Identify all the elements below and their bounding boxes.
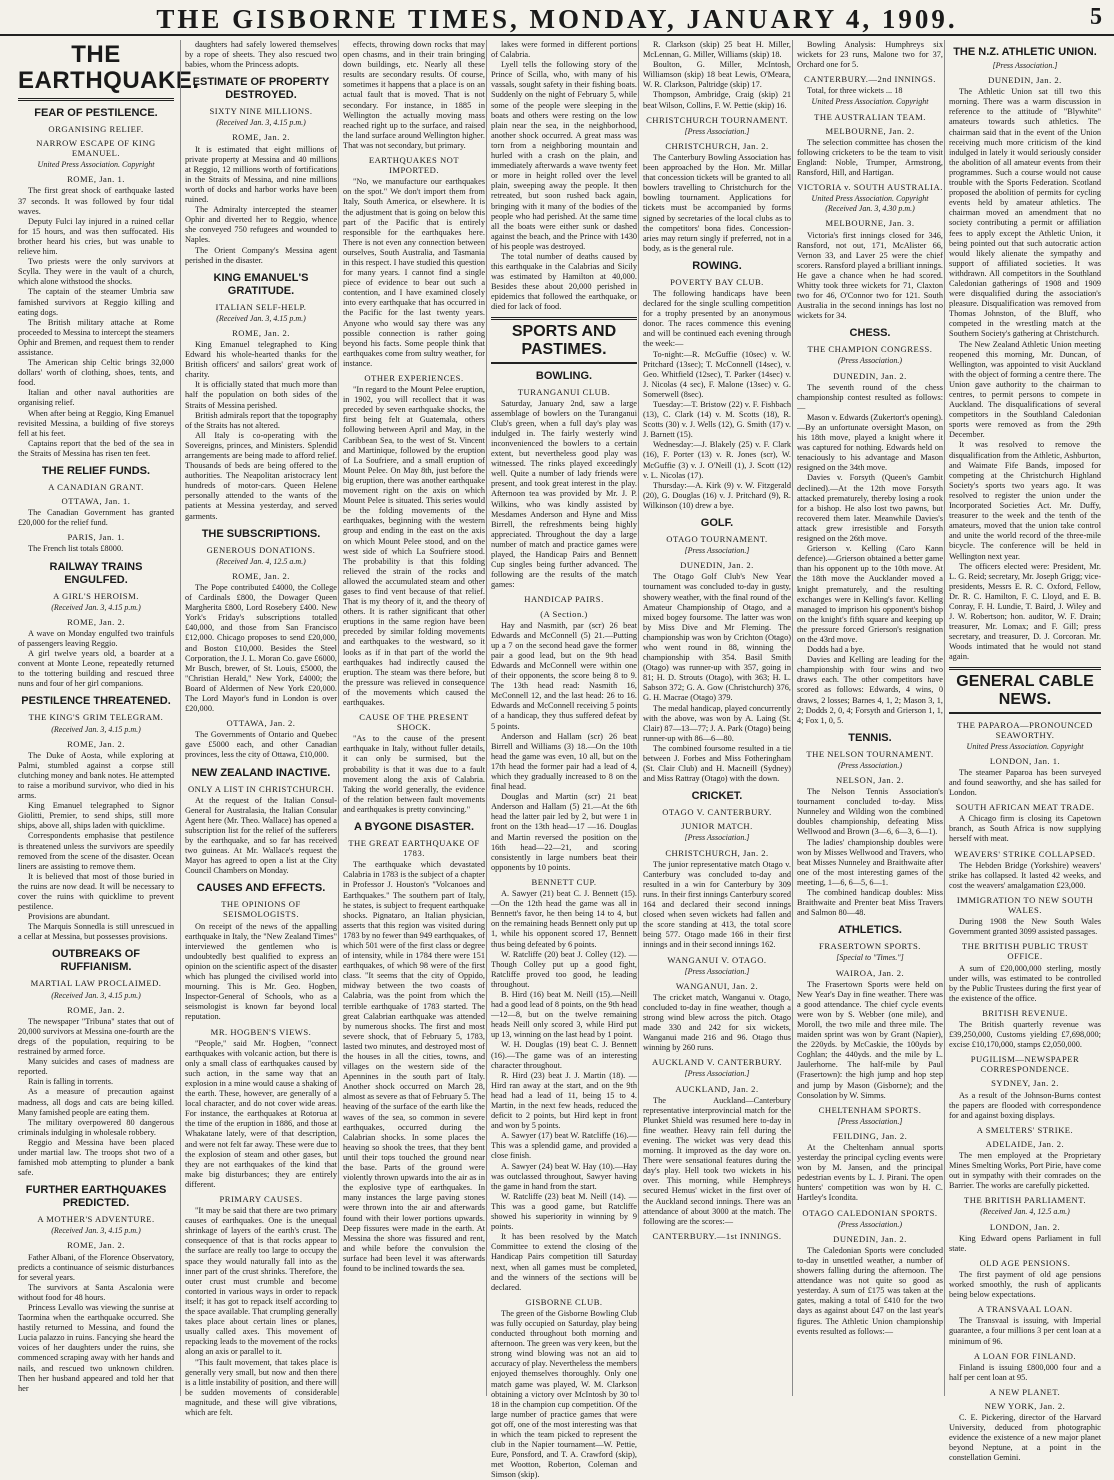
- subheading: ROME, Jan. 2.: [67, 1004, 125, 1015]
- article-headline: PESTILENCE THREATENED.: [21, 695, 171, 708]
- paragraph: Saturday, January 2nd, saw a large assemblage of bowlers on the Turanganui Club's green, when a full day's play was indulged in. The fairly westerly wind inconvenienced the bowlers to a certain extent, but nevertheless good play was witnessed. The rinks played exceedingly well. Quite a number of lady friends were present, and took great interest in the play. Afternoon tea was provided by Mr. J. P. Wilkins, who was kindly assisted by Mesdames Anderson and Hyne and Miss Birrell, the refreshments being highly appreciated. Throughout the day a large number of match and practice games were played, the Handicap Pairs and Bennett Cup singles being further advanced. The following are the results of the match games:: [491, 398, 637, 590]
- paragraph: Boulton, G. Miller, McIntosh, Williamson (skip) 18 beat Lewis, O'Meara, W. R. Clarkson, Paltridge (skip) 17.: [643, 60, 791, 90]
- paragraph: It is believed that most of those buried in the ruins are now dead. It will be necessary to cover the ruins with quicklime to prevent pestilence.: [18, 871, 174, 912]
- column-6: [792, 40, 943, 1396]
- paragraph: The medal handicap, played concurrently with the above, was won by A. Laing (St. Clair) 87—13—77; J. A. Park (Otago) being runner-up with 86—6—80.: [643, 703, 791, 743]
- paragraph: Deputy Fulci lay injured in a ruined cellar for 15 hours, and was then suffocated. His brother heard his cries, but was unable to relieve him.: [18, 216, 174, 257]
- subheading: PRIMARY CAUSES.: [219, 1194, 303, 1204]
- column-2: [180, 40, 337, 1417]
- subheading: A CANADIAN GRANT.: [48, 482, 144, 492]
- paragraph: Father Albani, of the Florence Observatory, predicts a continuance of seismic disturbances for several years.: [18, 1252, 174, 1282]
- paragraph: The British military attache at Rome proceeded to Messina to intercept the steamers Ophir and Bremen, and request them to render assistance.: [18, 317, 174, 357]
- subheading: ROME, Jan. 2.: [232, 570, 290, 581]
- paragraph: The New Zealand Athletic Union meeting reopened this morning, Mr. Duncan, of Wellington, was appointed to visit Auckland with the object of forming a centre there. The Union gave authority to the chairman to centres, to permit persons to compete in Auckland. The disqualifications of several competitors in the Southland Caledonian sports were removed as from the 29th December.: [949, 339, 1101, 440]
- subheading: THE KING'S GRIM TELEGRAM.: [28, 712, 164, 723]
- paragraph: At the request of the Italian Consul-General for Australasia, the Italian Consular Agent here (Mr. Theo. Wallace) has opened a subscription list for the relief of the sufferers by the earthquake, and so far has received two guineas. At Mr. Wallace's request the Mayor has agreed to open a list at the City Council Chambers on Monday.: [185, 795, 337, 876]
- paragraph: Davies and Kelling are leading for the championship with four wins and two draws each. The other competitors have scored as follows: Edwards, 4 wins, 0 draws, 2 losses; Barnes 4, 1, 2; Mason 3, 1, 2; Dodds 2, 0, 4; Forsyth and Grierson 1, 1, 4; Fox 1, 0, 5.: [797, 655, 943, 725]
- subheading: SYDNEY, Jan. 2.: [991, 1078, 1059, 1089]
- paragraph: Italian and other naval authorities are organising relief.: [18, 388, 174, 408]
- paragraph: The Auckland—Canterbury representative interprovincial match for the Plunket Shield was resumed here to-day in fine weather. Heavy rain fell during the evening. The wicket was very dead this morning. It improved as the day wore on. There were sensational features during the day's play. Hell took two wickets in his over. This morning, while Hemphreys secured Hemus' wicket in the first over of the Auckland second innings. There was an attendance of about 3000 at the match. The following are the scores:—: [643, 1095, 791, 1226]
- paragraph: Rain is falling in torrents.: [28, 1077, 114, 1087]
- paragraph: The British quarterly revenue was £39,250,000, Customs yielding £7,698,000; excise £10,170,000, stamps £2,050,000.: [949, 1019, 1101, 1050]
- paragraph: C. E. Pickering, director of the Harvard University, deduced from photographic evidence the existence of a new major planet beyond Neptune, at a point in the constellation Gemini.: [949, 1413, 1101, 1463]
- paragraph: A wave on Monday engulfed two trainfuls of passengers leaving Reggio.: [18, 628, 174, 648]
- paragraph: effects, throwing down rocks that may open chasms, and in their train bringing down buildings, etc. Nearly all these results are secondary results. Of course, sometimes it happens that a place is on an actual fault that is moved. That is not secondary. For instance, in 1885 in Wellington the actually moving mass reached right up to the surface, and raised the land surface around Wellington higher. That was not secondary, but primary.: [343, 40, 485, 150]
- paragraph: The earthquake which devastated Calabria in 1783 is the subject of a chapter in Professor J. Houston's "Volcanoes and Earthquakes." The southern part of Italy, he states, is subject to frequent earthquake shocks. Pignataro, an Italian physician, asserts that this region was visited during 1783 by no fewer than 949 earthquakes, of which 501 were of the first class or degree of intensity, while in 1784 there were 151 earthquakes, of which 98 were of the first class. "It seems that the city of Oppido, midway between the two coasts of Calabria, was the point from which the terrible earthquake of 1783 started. The great Calabrian earthquake was attended by numerous shocks. The first and most severe shock, that of February 5, 1783, lasted two minutes, and destroyed most of the houses in all the cities, towns, and villages on the western side of the Apennines in the south part of Italy. Another shock occurred on March 28, almost as severe as that of February 5. The heaving of the surface of the earth like the waves of the sea, so common in severe earthquakes, occurred during the Calabrian shocks. In some places the heaving so shook the trees, that they bent until their tops touched the ground near the base. Parts of the ground were violently thrown upwards into the air as in the explosive type of earthquakes. In many instances the large paving stones were thrown into the air and afterwards found with their lower portions upwards. Deep fissures were made in the earth. At Messina the shore was fissured and rent, and while before the convulsion the surface had been level it was afterwards found to be inclined towards the sea.: [343, 860, 486, 1273]
- paragraph: Dodds had a bye.: [807, 645, 865, 655]
- subheading: CHRISTCHURCH TOURNAMENT.: [646, 114, 788, 125]
- paragraph: It is estimated that eight millions of private property at Messina and 40 millions at Reggio, 12 millions worth of fortifications in the Straits of Messina, and nine millions worth of docks and harbor works have been ruined.: [185, 144, 337, 205]
- paragraph: To-night:—R. McGuffie (10sec) v. W. Pritchard (13sec); T. McConnell (14sec), v. Geo. Whitfield (12sec), T. Parker (14sec) v. J. Nicolas (4 sec), F. Malone (13sec) v. G. Somerwell (8sec).: [643, 349, 791, 399]
- subheading: POVERTY BAY CLUB.: [670, 276, 764, 287]
- subheading: WEAVERS' STRIKE COLLAPSED.: [954, 848, 1096, 859]
- article-headline: THE N.Z. ATHLETIC UNION.: [953, 46, 1097, 58]
- article-headline: KING EMANUEL'S GRATITUDE.: [213, 271, 309, 297]
- subheading: CHRISTCHURCH, Jan. 2.: [665, 140, 769, 151]
- paragraph: It has been resolved by the Match Committee to extend the closing of the Handicap Pairs competition till Saturday next, when all games must be completed, and the winners of the sections will be declared.: [491, 1232, 637, 1292]
- paragraph: "No, we manufacture our earthquakes on the spot." We don't import them from Italy, South America, or elsewhere. It is the adjustment that is going on below this part of the Pacific that is entirely responsible for the earthquakes here. There is not even any connection between ourselves, South Australia, and Tasmania in this respect. I have studied this question for many years. I cannot find a single piece of evidence to bear out such a contention, and I have examined closely into every earthquake that has occurred in the Pacific for the last twenty years. Anyone who would say there was any possible connection is rather going beyond his facts. Some people think that earthquakes come from sultry weather, for instance.: [343, 177, 485, 368]
- paragraph: The selection committee has chosen the following cricketers to be the team to visit England: Noble, Trumper, Armstrong, Ransford, Hill, and Hartigan.: [797, 137, 943, 178]
- paragraph: The combined foursome resulted in a tie between J. Forbes and Miss Fotheringham (St. Clair Club) and H. Macneill (Sydney) and Miss Rattray (Otago) with the down.: [643, 743, 791, 784]
- subheading: THE PAPAROA—PRONOUNCED SEAWORTHY.: [957, 719, 1093, 740]
- paragraph: W. Ratcliffe (20) beat J. Colley (12). —Though Colley put up a good fight, Ratcliffe proved too good, he leading throughout.: [491, 949, 637, 989]
- subheading: ROME, Jan. 2.: [232, 327, 290, 338]
- subheading: A LOAN FOR FINLAND.: [973, 1350, 1077, 1361]
- paragraph: The first payment of old age pensions worked smoothly, the rush of applicants being below expectations.: [949, 1269, 1101, 1300]
- press-credit: [Press Association.]: [992, 61, 1058, 70]
- press-credit: (Received Jan. 3, 4.15 p.m.): [51, 990, 141, 1000]
- subheading: GISBORNE CLUB.: [525, 1296, 603, 1307]
- subheading: OTHER EXPERIENCES.: [364, 373, 464, 383]
- paragraph: Two priests were the only survivors at Scylla. They were in the vault of a church, which alone withstood the shocks.: [18, 257, 174, 287]
- paragraph: It was resolved to remove the disqualification from the Athletic, Ashburton, and Waimate Fife Bands, imposed for competing at the Christchurch Highland Society's sports two years ago. It was resolved to register the union under the Incorporated Societies Act. Mr. Duffy, treasurer to the week and the tenth of the amateurs, moved that the union take control and unite the world record of the three-mile bicycle. The conference will be held in Wellington next year.: [949, 440, 1101, 561]
- subheading: ROME, Jan. 2.: [67, 1240, 125, 1251]
- subheading: VICTORIA v. SOUTH AUSTRALIA.: [797, 182, 943, 193]
- paragraph: A sum of £20,000,000 sterling, mostly under wills, was estimated to be controlled by the Public Trustees during the first year of the existence of the office.: [949, 963, 1101, 1003]
- paragraph: Bowling Analysis: Humphreys six wickets for 23 runs, Malone two for 37, Orchard one for 5.: [797, 40, 943, 70]
- subheading: A TRANSVAAL LOAN.: [977, 1304, 1073, 1315]
- subheading: WANGANUI V. OTAGO.: [667, 954, 767, 965]
- article-headline: RAILWAY TRAINS ENGULFED.: [49, 560, 143, 586]
- paragraph: British admirals report that the topography of the Straits has not altered.: [185, 410, 337, 430]
- paragraph: lakes were formed in different portions of Calabria.: [491, 40, 637, 60]
- paragraph: B. Hird (16) beat M. Neill (15).—Neill had a good lead of 8 points, on the 9th head—12—8, but on the twelve remaining heads Neill only scored 3, while Hird put up 13, winning on the last head by 1 point.: [491, 989, 637, 1040]
- article-headline: THE RELIEF FUNDS.: [41, 465, 151, 477]
- paragraph: The Duke of Aosta, while exploring at Palmi, stumbled against a corpse still clutching money and bank notes. He attempted to raise a moribund survivor, who died in his arms.: [18, 750, 174, 801]
- press-credit: (Received Jan. 3, 4.15 p.m.): [51, 724, 141, 734]
- press-credit: [Press Association.]: [684, 546, 750, 556]
- subheading: THE BRITISH PARLIAMENT.: [963, 1195, 1087, 1206]
- article-headline: FEAR OF PESTILENCE.: [34, 107, 158, 119]
- paragraph: W. H. Douglas (19) beat C. J. Bennett (16).—The game was of an interesting character throughout.: [491, 1040, 637, 1070]
- paragraph: During 1908 the New South Wales Government granted 3099 assisted passages.: [949, 917, 1101, 937]
- article-headline: CAUSES AND EFFECTS.: [196, 882, 326, 895]
- paragraph: "People," said Mr. Hogben, "connect earthquakes with volcanic action, but there is only a small class of earthquakes caused by such action, in the same way that an explosion in a mine would cause a shaking of the earth. These, however, are generally of a local character, and do not cover wide areas. For instance, the earthquakes at Rotorua at the time of the eruption in 1886, and those at Whakatane lately, were of that description, and were not felt far away. These were due to the explosion of steam and other gases, but they are not earthquakes of the kind that make big disturbances; they are entirely different.: [185, 1038, 337, 1189]
- press-credit: (Press Association.): [838, 1219, 902, 1229]
- subheading: DUNEDIN, Jan. 2.: [833, 370, 907, 381]
- paragraph: Finland is issuing £800,000 four and a half per cent loan at 95.: [949, 1362, 1101, 1382]
- paragraph: The officers elected were: President, Mr. L. G. Reid; secretary, Mr. Joseph Grigg; vice-presidents, Messrs E. R. C. Oxford, Fellow, Dr. R. C. Hamilton, F. C. Lloyd, and E. B. Conray, F. H. Lundie, T. Baird, J. Wiley and J. W. Robertson; hon. auditor, W. F. Drain; treasurer, Mr. Lomax; and F. Gill; press secretary, and treasurer, D. J. Corcoran. Mr. Woods intimated that he would not stand again.: [949, 561, 1101, 662]
- paragraph: The Caledonian Sports were concluded to-day in unsettled weather, a number of showers falling during the afternoon. The attendance was not quite so good as yesterday. A sum of £175 was taken at the gates, making a total of £410 for the two days as against about £47 on the last year's figures. The Athletic Union championship events resulted as follows:—: [797, 1245, 943, 1336]
- paragraph: A. Sawyer (21) beat C. J. Bennett (15).—On the 12th head the game was all in Bennett's favor, he then being 14 to 4, but on the remaining heads Bennett only put up 1, while his opponent scored 17, Bennett thus being defeated by 6 points.: [491, 889, 637, 949]
- paragraph: "This fault movement, that takes place is generally very small, but now and then there is a little instability of position, and there will be sudden movements of considerable magnitude, and these will give vibrations, which are felt.: [185, 1357, 337, 1417]
- paragraph: The captain of the steamer Umbria saw famished survivors at Reggio killing and eating dogs.: [18, 287, 174, 317]
- subheading: WAIROA, Jan. 2.: [835, 967, 905, 978]
- subheading: ORGANISING RELIEF.: [48, 124, 144, 134]
- paragraph: The Pope contributed £4000, the College of Cardinals £800, the Dowager Queen Margherita £800, Lord Rosebery £400. New York's Friday's subscriptions totalled £40,000, and those from San Francisco £12,000. Chicago proposes to send £20,000, and Boston £10,000. Besides the Steel Corporation, the J. L. Moran Co. gave £6000, Mr Busch, brewer, of St. Louis, £5000, the "Christian Herald," New York, £4000; the Board of Aldermen of New York £20,000. The Lord Mayor's fund in London is over £20,000.: [185, 582, 337, 714]
- press-credit: (Press Association.): [838, 356, 902, 366]
- subheading: OTAGO TOURNAMENT.: [666, 534, 768, 545]
- main-headline: THE EARTHQUAKE.: [18, 42, 174, 101]
- subheading: (A Section.): [540, 608, 588, 619]
- paragraph: The first great shock of earthquake lasted 37 seconds. It was followed by four tidal waves.: [18, 186, 174, 216]
- article-headline: THE SUBSCRIPTIONS.: [201, 527, 321, 540]
- paragraph: Thompson, Ambridge, Craig (skip) 21 beat Wilson, Collins, F. W. Pettie (skip) 16.: [643, 90, 791, 110]
- subheading: DUNEDIN, Jan. 2.: [988, 75, 1062, 86]
- press-credit: [Press Association.]: [684, 1069, 750, 1079]
- press-credit: United Press Association. Copyright (Received Jan. 3, 4.30 p.m.): [811, 194, 929, 214]
- subheading: BRITISH REVENUE.: [982, 1007, 1068, 1018]
- paragraph: The cricket match, Wanganui v. Otago, concluded to-day in fine weather, though a strong wind blew across the pitch. Otago made 330 and 242 for six wickets, Wanganui made 216 and 96. Otago thus winning by 260 runs.: [643, 992, 791, 1053]
- paragraph: All Italy is co-operating with the Sovereigns, princes, and Ministers. Splendid arrangements are being made to afford relief. Thousands of beds are being offered to the authorities. The Neapolitan aristocracy lent hundreds of motor-cars. Queen Helene personally attended to the wants of the patients at Messina yesterday, and served garments.: [185, 430, 337, 521]
- paragraph: The newspaper "Tribuna" states that out of 20,000 survivors at Messina one-fourth are the dregs of the population, requiring to be restrained by armed force.: [18, 1016, 174, 1057]
- paragraph: The Admiralty intercepted the steamer Ophir and diverted her to Reggio, whence she conveyed 750 refugees and wounded to Naples.: [185, 205, 337, 245]
- article-headline: CRICKET.: [691, 790, 743, 803]
- press-credit: United Press Association. Copyright: [811, 97, 929, 107]
- article-headline: FURTHER EARTHQUAKES PREDICTED.: [25, 1184, 167, 1210]
- paragraph: The survivors at Santa Ascalonia were without food for 48 hours.: [18, 1282, 174, 1302]
- paragraph: "In regard to the Mount Pelee eruption, in 1902, you will recollect that it was preceded by seven earthquake shocks, the first being felt at Guatemala, others following between April and May, in the Caribbean Sea, to the west of St. Vincent and Martinique, followed by the eruption of La Soufriere, and a small eruption of Mount Pelee. On May 8th, just before the big eruption, there was another earthquake movement right on the axis on which Mount Pelee is situated. This series would be the folding movements of the earthquakes, beginning with the western group and ending in the east on the axis on which Mount Pelee stood, and on the west side of which La Soufriere stood. The probability is that this folding relieved the strain of the rocks and allowed the accumulated steam and other gases to find vent because of that relief. That is my theory of it, and the theory of others. It is rather significant that other eruptions in the same region have been preceded by similar folding movements and earthquakes to the westward, so it looks as if in that part of the world the earthquakes had indirectly caused the eruption. The steam was there before, but the pressure was relieved in consequence of the movements which caused the earthquakes.: [343, 385, 485, 707]
- paragraph: The Nelson Tennis Association's tournament concluded to-day. Miss Nunneley and Wilding won the combined doubles championship, defeating Miss Wellwood and Brown (3—6, 6—3, 6—1).: [797, 787, 943, 837]
- paragraph: The Frasertown Sports were held on New Year's Day in fine weather. There was a good attendance. The chief cycle events were won by S. Webber (one mile), and Moroll, the two mile and three mile. The maiden sprint was won by Grant (Napier), the 220yds. by McCaskie, the 100yds by Coghlan; the 440yds. and the mile by L. Jaulerhorne. The half-mile by Paul (Frasertown): the high jump and hop step and jump by Mason (Gisborne); and the Consolation by W. Simms.: [797, 979, 943, 1100]
- paragraph: As a measure of precaution against madness, all dogs and cats are being killed. Many famished people are eating them.: [18, 1087, 174, 1117]
- paragraph: Mason v. Edwards (Zukertort's opening).—By an unfortunate oversight Mason, on his 18th move, played a knight where it was captured for nothing. Edwards held on tenaciously to his advantage and Mason resigned on the 34th move.: [797, 412, 943, 473]
- paragraph: King Edward opens Parliament in full state.: [949, 1233, 1101, 1253]
- subheading: A NEW PLANET.: [989, 1386, 1061, 1397]
- paragraph: W. Ratcliffe (23) beat M. Neill (14). —This was a good game, but Ratcliffe showed his superiority in winning by 9 points.: [491, 1191, 637, 1232]
- paragraph: Davies v. Forsyth (Queen's Gambit declined).—At the 12th move Forsyth attacked prematurely, thereby losing a rook for a bishop. He also lost two pawns, but recovered them later. Meanwhile Davies's attack grew irresistible and Forsyth resigned on the 26th move.: [797, 473, 943, 544]
- paragraph: The American ship Celtic brings 32,000 dollars' worth of clothing, shoes, tents, and food.: [18, 358, 174, 388]
- paragraph: Victoria's first innings closed for 346, Ransford, not out, 171, McAlister 66, Vernon 33, and Laver 25 were the chief scorers. Ransford played a brilliant innings. He gave a chance when he had scored. Whitty took three wickets for 71, Claxton two for 46, O'Connor two for 121. South Australia in the second innings has lost no wickets for 34.: [797, 230, 943, 321]
- subheading: A MOTHER'S ADVENTURE.: [37, 1214, 155, 1225]
- subheading: A SMELTERS' STRIKE.: [976, 1124, 1074, 1135]
- paragraph: On receipt of the news of the appalling earthquake in Italy, the "New Zealand Times" interviewed the gentlemen who is undoubtedly best qualified to express an opinion on the scientific aspect of the disaster which has plunged the civilised world into mourning. This is Mr. Geo. Hogben, Inspector-General of Schools, who as a seismologist is known far beyond local reputation.: [185, 921, 337, 1022]
- paragraph: King Emanuel telegraphed to King Edward his whole-hearted thanks for the British officers' and sailors' great work of charity.: [185, 339, 337, 380]
- paragraph: The ladies' championship doubles were won by Misses Wellwood and Travers, who beat Misses Nunneley and Braithwaite after one of the most interesting games of the meeting, 1—6, 6—5, 6—1.: [797, 837, 943, 887]
- paragraph: At the Cheltenham annual sports yesterday the principal cycling events were won by M. Jansen, and the principal pedestrian events by L. J. Pirani. The open hunters' competition was won by H. C. Hartley's Icondita.: [797, 1143, 943, 1203]
- paragraph: Correspondents emphasise that pestilence is threatened unless the survivors are speedily removed from the scene of the disaster. Ocean liners are assisting to remove them.: [18, 831, 174, 871]
- paragraph: The men employed at the Proprietary Mines Smelting Works, Port Pirie, have come out in sympathy with their comrades on the Barrier. The works are carefully picketted.: [949, 1151, 1101, 1191]
- article-headline: CHESS.: [849, 327, 891, 340]
- paragraph: Lyell tells the following story of the Prince of Scilla, who, with many of his vassals, sought safety in their fishing boats. Suddenly on the night of February 5, while some of the people were sleeping in the boats and others were resting on the low plain near the sea, in the neighborhood, another shock occurred. A great mass was torn from a neighboring mountain and hurled with a crash on the plain, and immediately afterwards a wave twenty feet or more in height rolled over the level plain, sweeping away the people. It then retreated, but soon rushed back again, bringing with it many of the bodies of the people who had perished. At the same time all the boats were either sunk or dashed against the beach, and the Prince with 1430 of his people was destroyed.: [491, 60, 637, 251]
- paragraph: The Athletic Union sat till two this morning. There was a warm discussion in reference to the attitude of "Blywhite" amateurs towards such athletics. The chairman said that in the event of the Union receiving much more criticism of the kind indulged in lately it would seriously consider the abolition of all amateur events from their programmes. Such a course would not cause trouble with the Sports Federation. Scotland proposed the abolition of permits for cycling events held by amateur athletics. The chairman moved an amendment that no society contributing a permit or affiliation fees to apply except the Athletic Union, it being pointed out that such autocratic action would likely alienate the sympathy and support of affiliated societies. It was withdrawn. All competitors in the Southland Caledonian gatherings of 1908 and 1909 were disqualified during the association's pleasure. Disqualification was removed from Thomas Johnston, of the Bluff, who competed in the wrestling match at the Southern Society's gathering at Christchurch.: [949, 87, 1101, 339]
- subheading: LONDON, Jan. 2.: [989, 1221, 1061, 1232]
- subheading: ROME, Jan. 2.: [67, 738, 125, 749]
- subheading: MELBOURNE, Jan. 3.: [825, 218, 915, 229]
- subheading: THE AUSTRALIAN TEAM.: [814, 111, 926, 122]
- press-credit: [Press Association.]: [837, 1116, 903, 1126]
- subheading: NEW YORK, Jan. 2.: [984, 1400, 1066, 1411]
- subheading: ROME, Jan. 2.: [67, 616, 125, 627]
- subheading: SOUTH AFRICAN MEAT TRADE.: [955, 802, 1095, 813]
- paragraph: The total number of deaths caused by this earthquake in the Calabrias and Sicily was estimated by Hamilton at 40,000. Besides these about 20,000 perished in epidemics that followed the earthquake, or died for lack of food.: [491, 251, 637, 312]
- page-number: 5: [1090, 4, 1102, 30]
- subheading: HANDICAP PAIRS.: [524, 594, 604, 605]
- subheading: ROME, Jan. 1.: [67, 174, 125, 185]
- paragraph: R. Hird (23) beat J. J. Martin (18). —Hird ran away at the start, and on the 9th head had a lead of 11, being 15 to 4. Martin, in the next few heads, reduced the deficit to 2 points, but Hird kept in front and won by 5 points.: [491, 1070, 637, 1131]
- paragraph: Princess Levallo was viewing the sunrise at Taormina when the earthquake occurred. She hastily returned to Messina, and found the Lucia palazzo in ruins. Fancying she heard the voices of her daughters under the ruins, she commenced scraping away with her hands and nails, and rescued two unknown children. Then her husband appeared and told her that her: [18, 1303, 174, 1393]
- press-credit: (Received Jan. 3, 4.15 p.m.): [51, 602, 141, 612]
- column-5: [638, 40, 791, 1396]
- paragraph: Reggio and Messina have been placed under martial law. The troops shot two of a famished mob attempting to plunder a bank safe.: [18, 1137, 174, 1178]
- subheading: DUNEDIN, Jan. 2.: [680, 560, 754, 571]
- subheading: AUCKLAND V. CANTERBURY.: [652, 1057, 782, 1068]
- paragraph: The military overpowered 80 dangerous criminals indulging in wholesale robbery.: [18, 1117, 174, 1137]
- paragraph: Anderson and Hallam (scr) 26 beat Birrell and Williams (3) 18.—On the 10th head the game was even, 10 all, but on the 17th head the former pair had a lead of 4, which they gradually increased to 8 on the final head.: [491, 731, 637, 792]
- paragraph: A girl twelve years old, a boarder at a convent at Monte Leone, repeatedly returned to the tottering building and rescued three nuns and four of her girl companions.: [18, 649, 174, 689]
- article-headline: GOLF.: [700, 517, 734, 530]
- paragraph: The Transvaal is issuing, with Imperial guarantee, a four millions 3 per cent loan at a minimum of 96.: [949, 1316, 1101, 1346]
- subheading: CAUSE OF THE PRESENT SHOCK.: [359, 712, 469, 733]
- subheading: OTTAWA, Jan. 1.: [61, 496, 131, 507]
- subheading: ONLY A LIST IN CHRISTCHURCH.: [187, 783, 335, 794]
- press-credit: [Special to "Times."]: [836, 953, 904, 963]
- paragraph: The Governments of Ontario and Quebec gave £5000 each, and other Canadian provinces, less the city of Ottawa, £10,000.: [185, 730, 337, 760]
- paragraph: The seventh round of the chess championship contest resulted as follows:—: [797, 382, 943, 412]
- paragraph: Grierson v. Kelling (Caro Kann defence).—Grierson obtained a better game than his opponent up to the 10th move. At the 18th move the Aucklander moved a knight prematurely, and the resulting exchanges were in Kelling's favor. Kelling managed to imprison his opponent's bishop on the knight's fifth square and keeping up the pressure forced Grierson's resignation on the 43rd move.: [797, 544, 943, 644]
- article-headline: NEW ZEALAND INACTIVE.: [191, 766, 331, 779]
- subheading: FEILDING, Jan. 2.: [832, 1130, 908, 1141]
- paragraph: When after being at Reggio, King Emanuel revisited Messina, a building of five storeys fell at his feet.: [18, 408, 174, 438]
- subheading: THE OPINIONS OF SEISMOLOGISTS.: [221, 899, 301, 920]
- paragraph: The Orient Company's Messina agent perished in the disaster.: [185, 245, 337, 265]
- subheading: NARROW ESCAPE OF KING EMANUEL.: [36, 138, 156, 159]
- paragraph: "As to the cause of the present earthquake in Italy, without fuller details, it can only be surmised, but the probability is that it was due to a fault movement along the axis of Calabria. Taking the world generally, the evidence of the relation between fault movements and earthquakes is pretty convincing.": [343, 734, 485, 814]
- article-headline: A BYGONE DISASTER.: [354, 821, 474, 834]
- subheading: PARIS, Jan. 1.: [67, 532, 125, 543]
- article-headline: BOWLING.: [535, 369, 593, 382]
- column-1: [18, 40, 200, 1396]
- paragraph: The Otago Golf Club's New Year tournament was concluded to-day in gusty, showery weather, with the final round of the Amateur Championship of Otago, and a mixed bogey foursome. The latter was won by Miss Dive and Mr Fleming. The championship was won by Crichton (Otago) who went round in 88, winning the championship with 354. Basil Smith (Otago) was runner-up with 357, going in 81; H. D. Strouts (Otago), with 363; H. L. Sabson 372; G. A. Gow (Christchurch) 376, G. H. Macrae (Otago) 379.: [643, 572, 791, 703]
- paragraph: daughters had safely lowered themselves by a rope of sheets. They also rescued two babies, whom the Princess adopts.: [185, 40, 337, 70]
- paragraph: Provisions are abundant.: [28, 912, 110, 922]
- press-credit: (Received Jan. 3, 4.15 p.m.): [216, 118, 306, 128]
- subheading: LONDON, Jan. 1.: [989, 755, 1061, 766]
- subheading: THE BRITISH PUBLIC TRUST OFFICE.: [961, 941, 1089, 962]
- subheading: CANTERBURY.—2nd INNINGS.: [804, 74, 936, 85]
- paragraph: "It may be said that there are two primary causes of earthquakes. One is the unequal shrinkage of layers of the earth's crust. The consequence of that is that rocks appear to the surface are really too large to occupy the space they would naturally fall into as the inner part of the crust shrinks. Therefore, the outer crust must crumble and become contorted in various ways in order to repack itself; it has got to repack itself according to the space available. That crumpling generally takes place about certain lines or planes, usually called axes. This movement of repacking leads to the movement of the rocks along an axis or parallel to it.: [185, 1206, 337, 1357]
- paragraph: The combined handicap doubles: Miss Braithwaite and Prenter beat Miss Travers and Salmon 80—48.: [797, 888, 943, 918]
- paragraph: Thursday:—A. Kirk (9) v. W. Fitzgerald (20), G. Douglas (16) v. J. Pritchard (9), R. Wilkinson (10) drew a bye.: [643, 480, 791, 510]
- subheading: THE CHAMPION CONGRESS.: [807, 344, 933, 355]
- subheading: ADELAIDE, Jan. 2.: [985, 1138, 1065, 1149]
- press-credit: United Press Association. Copyright: [966, 741, 1084, 751]
- subheading: AUCKLAND, Jan. 2.: [675, 1083, 759, 1094]
- subheading: JUNIOR MATCH.: [681, 821, 753, 832]
- masthead: [0, 0, 1114, 36]
- paragraph: The Canterbury Bowling Association has been approached by the Hon. Mr. Millar that concession tickets will be granted to all bowlers travelling to Christchurch for the bowling tournament. Applications for tickets must be accompanied by forms signed by secretaries of the local clubs as to the competitors' bona fides. Concession-aries may return singly if preferred, not in a body, as is the general rule.: [643, 152, 791, 253]
- subheading: TURANGANUI CLUB.: [517, 386, 611, 397]
- paragraph: The green of the Gisborne Bowling Club was fully occupied on Saturday, play being conducted throughout both morning and afternoon. The green was very keen, but the strong wind blowing was not an aid to accuracy of play. Nevertheless the members enjoyed themselves thoroughly. Only one match game was played, W. M. Clarkson obtaining a victory over McIntosh by 30 to 18 in the champion cup competition. Of the large number of practice games that were got off, one of the most interesting was that in which the team picked to represent the club in the Napier tournament—W. Pettie, Eure, Ponsford, and T. A. Crawford (skip), met Wootton, Roberton, Coleman and Simson (skip).: [491, 1308, 637, 1480]
- paragraph: The junior representative match Otago v. Canterbury was concluded to-day and resulted in a win for Canterbury by 309 runs. In their first innings Canterbury scored 164 and declared their second innings closed when seven wickets had fallen and the score standing at 413, the total score being 577. Otago made 166 in their first innings and in their second innings 162.: [643, 859, 791, 950]
- subheading: NELSON, Jan. 2.: [836, 775, 904, 785]
- subheading: OTTAWA, Jan. 2.: [226, 718, 296, 729]
- article-headline: TENNIS.: [848, 731, 892, 744]
- column-4: [486, 40, 637, 1480]
- subheading: ITALIAN SELF-HELP.: [215, 301, 307, 312]
- subheading: MARTIAL LAW PROCLAIMED.: [30, 978, 162, 989]
- press-credit: [Press Association.]: [684, 126, 750, 136]
- press-credit: (Press Association.): [838, 760, 902, 770]
- press-credit: (Received Jan. 4, 12.5 a.m.): [980, 1207, 1070, 1217]
- column-7: [944, 40, 1101, 1463]
- press-credit: (Received Jan. 4, 12.5 a.m.): [216, 556, 306, 566]
- paragraph: R. Clarkson (skip) 25 beat H. Miller, McLennan, G. Miller, Williams (skip) 18.: [643, 40, 791, 60]
- masthead-title: THE GISBORNE TIMES, MONDAY, JANUARY 4, 1909.: [156, 4, 958, 34]
- subheading: A GIRL'S HEROISM.: [53, 590, 139, 601]
- subheading: THE GREAT EARTHQUAKE OF 1783.: [348, 838, 480, 859]
- press-credit: [Press Association.]: [684, 833, 750, 843]
- subheading: IMMIGRATION TO NEW SOUTH WALES.: [956, 894, 1094, 916]
- subheading: EARTHQUAKES NOT IMPORTED.: [368, 155, 460, 176]
- subheading: OLD AGE PENSIONS.: [979, 1257, 1071, 1268]
- article-headline: ROWING.: [692, 259, 742, 272]
- section-heading: GENERAL CABLE NEWS.: [949, 667, 1101, 714]
- subheading: ROME, Jan. 2.: [232, 132, 290, 143]
- paragraph: A. Sawyer (24) beat W. Hay (10).—Hay was outclassed throughout, Sawyer having the game in hand from the start.: [491, 1161, 637, 1191]
- subheading: CHRISTCHURCH, Jan. 2.: [665, 847, 769, 858]
- subheading: OTAGO CALEDONIAN SPORTS.: [802, 1207, 938, 1218]
- paragraph: Wednesday:—J. Blakely (25) v. F. Clark (16), F. Porter (13) v. R. Jones (scr), W. McGuffie (3) v. J. O'Neill (1), J. Scott (12) v. L. Nicolas (17).: [643, 440, 791, 480]
- paragraph: As a result of the Johnson-Burns contest the papers are flooded with correspondence for and against boxing displays.: [949, 1090, 1101, 1120]
- press-credit: (Received Jan. 3, 4.15 p.m.): [51, 1226, 141, 1236]
- subheading: WANGANUI, Jan. 2.: [675, 980, 759, 991]
- paragraph: King Emanuel telegraphed to Signor Giolitti, Premier, to send ships, still more ships, above all, ships laden with quicklime.: [18, 801, 174, 831]
- paragraph: The Marquis Sonnedla is still unrescued in a cellar at Messina, but possesses provisions.: [18, 922, 174, 942]
- press-credit: (Received Jan. 3, 4.15 p.m.): [216, 313, 306, 323]
- paragraph: Many suicides and cases of madness are reported.: [18, 1057, 174, 1077]
- subheading: OTAGO V. CANTERBURY.: [662, 807, 772, 818]
- paragraph: Hay and Nasmith, par (scr) 26 beat Edwards and McConnell (5) 21.—Putting up a 7 on the second head gave the former pair a good lead, but on the 9th head Edwards and McConnell were within one of their opponents, the score being 8 to 9. The 13th head read: Nasmith 16, McConnell 12, and the last head: 26 to 16. Edwards and McConnell receiving 5 points of a handicap, they thus suffered defeat by 5 points.: [491, 620, 637, 731]
- section-heading: SPORTS AND PASTIMES.: [491, 317, 637, 364]
- subheading: SIXTY NINE MILLIONS.: [209, 106, 313, 117]
- paragraph: The following handicaps have been declared for the single sculling competition for a trophy presented by an anonymous donor. The races commence this evening and will be continued each evening through the week:—: [643, 288, 791, 349]
- paragraph: The Canadian Government has granted £20,000 for the relief fund.: [18, 508, 174, 528]
- subheading: PUGILISM—NEWSPAPER CORRESPONDENCE.: [970, 1054, 1080, 1075]
- subheading: GENEROUS DONATIONS.: [206, 544, 316, 555]
- subheading: THE NELSON TOURNAMENT.: [806, 748, 934, 759]
- paragraph: The Hebden Bridge (Yorkshire) weavers' strike has collapsed. It lasted 42 weeks, and cost the weavers' amalgamation £23,000.: [949, 860, 1101, 890]
- paragraph: The steamer Paparoa has been surveyed and found seaworthy, and she has sailed for London.: [949, 767, 1101, 798]
- paragraph: The French list totals £8000.: [28, 544, 124, 554]
- press-credit: United Press Association. Copyright: [37, 160, 155, 170]
- paragraph: A Chicago firm is closing its Capetown branch, as South Africa is now supplying herself with meat.: [949, 814, 1101, 844]
- article-headline: ESTIMATE OF PROPERTY DESTROYED.: [192, 76, 330, 102]
- subheading: FRASERTOWN SPORTS.: [819, 941, 921, 952]
- subheading: MELBOURNE, Jan. 2.: [825, 125, 915, 136]
- subheading: CANTERBURY.—1st INNINGS.: [652, 1230, 782, 1241]
- article-headline: OUTBREAKS OF RUFFIANISM.: [52, 948, 140, 974]
- article-headline: ATHLETICS.: [838, 924, 902, 937]
- paragraph: It is officially stated that much more than half the population on both sides of the Straits of Messina perished.: [185, 380, 337, 410]
- subheading: BENNETT CUP.: [531, 876, 597, 887]
- subheading: DUNEDIN, Jan. 2.: [833, 1233, 907, 1244]
- paragraph: Tuesday:—T. Bristow (22) v. F. Fishbach (13), C. Clark (14) v. M. Scotts (18), R. Scotts (30) v. J. Wells (12), G. Smith (17) v. J. Barnett (15).: [643, 400, 791, 440]
- subheading: MR. HOGBEN'S VIEWS.: [210, 1026, 312, 1037]
- paragraph: A. Sawyer (17) beat W. Ratcliffe (16).—This was a splendid game, and provided a close finish.: [491, 1131, 637, 1161]
- press-credit: [Press Association.]: [684, 966, 750, 976]
- paragraph: Douglas and Martin (scr) 21 beat Anderson and Hallam (5) 21.—At the 6th head the latter pair led by 2, but were 1 in front on the 13th head—17 —16. Douglas and Martin reversed the position on the 16th head—22—21, and scoring consistently in large numbers beat their opponents by 10 points.: [491, 792, 637, 872]
- paragraph: Captains report that the bed of the sea in the Straits of Messina has risen ten feet.: [18, 438, 174, 458]
- subheading: CHELTENHAM SPORTS.: [818, 1104, 922, 1115]
- paragraph: Total, for three wickets ... 18: [807, 86, 903, 96]
- column-3: [338, 40, 485, 1396]
